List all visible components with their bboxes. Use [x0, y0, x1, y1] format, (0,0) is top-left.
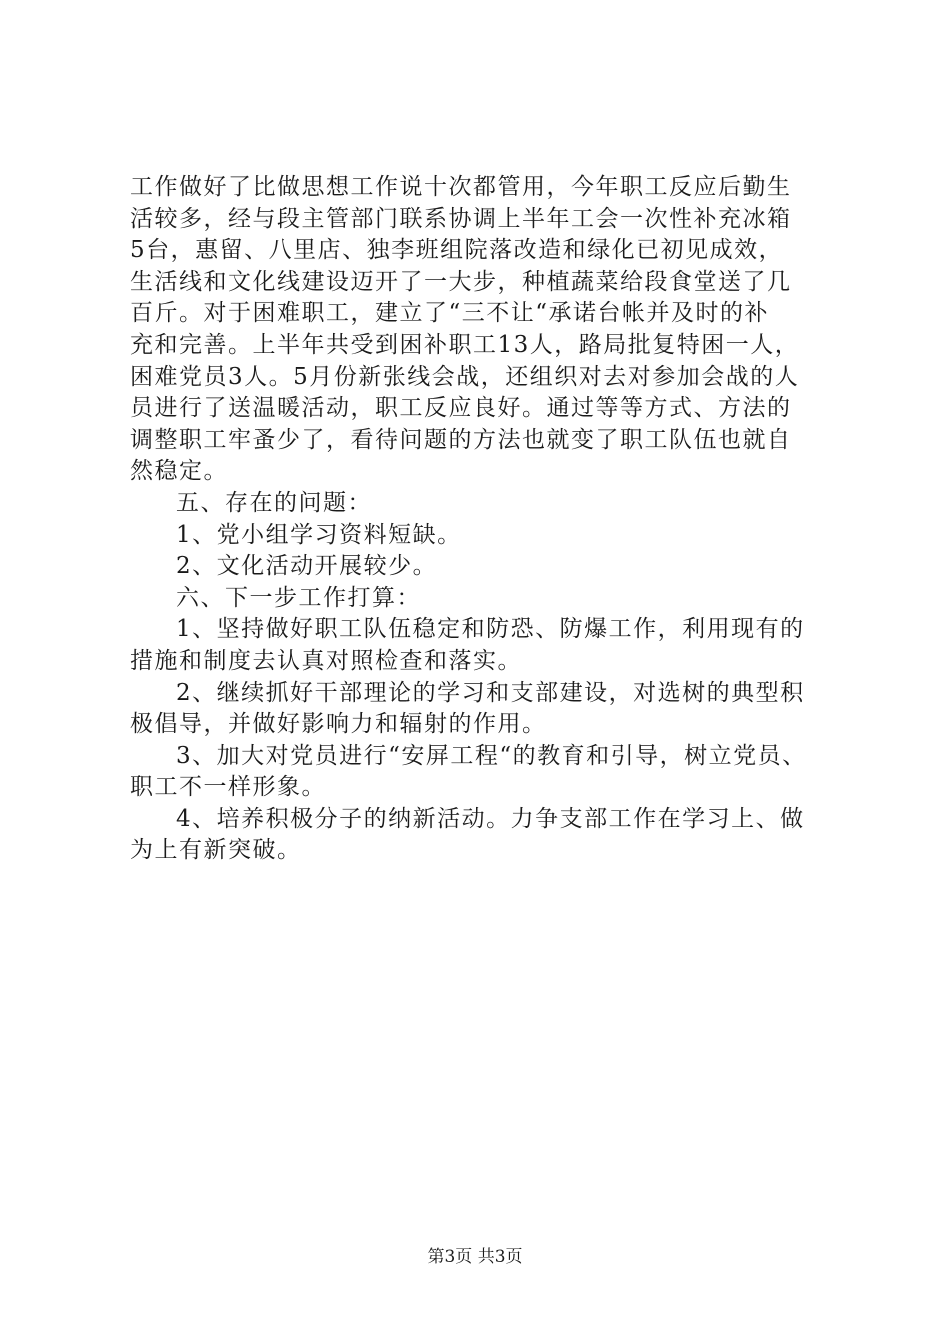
- paragraph-line: 生活线和文化线建设迈开了一大步，种植蔬菜给段食堂送了几: [130, 268, 792, 295]
- list-item: 3、加大对党员进行“安屏工程“的教育和引导，树立党员、: [176, 742, 807, 769]
- list-item: 1、坚持做好职工队伍稳定和防恐、防爆工作，利用现有的: [176, 616, 805, 643]
- paragraph-line: 调整职工牢蚤少了，看待问题的方法也就变了职工队伍也就自: [130, 426, 792, 453]
- list-item-continuation: 极倡导，并做好影响力和辐射的作用。: [130, 711, 547, 738]
- paragraph-line: 活较多，经与段主管部门联系协调上半年工会一次性补充冰箱: [130, 205, 792, 232]
- paragraph-line: 5台，惠留、八里店、独李班组院落改造和绿化已初见成效，: [130, 237, 784, 264]
- page-number-footer: 第3页 共3页: [427, 1247, 523, 1267]
- paragraph-line: 百斤。对于困难职工，建立了“三不让“承诺台帐并及时的补: [130, 300, 770, 327]
- list-item-continuation: 为上有新突破。: [130, 837, 302, 864]
- document-body: [130, 172, 840, 867]
- paragraph-line: 充和完善。上半年共受到困补职工13人，路局批复特困一人，: [130, 331, 800, 358]
- list-item: 4、培养积极分子的纳新活动。力争支部工作在学习上、做: [176, 805, 805, 832]
- section-heading: 五、存在的问题：: [176, 489, 372, 516]
- list-item: 1、党小组学习资料短缺。: [176, 521, 462, 548]
- paragraph-line: 员进行了送温暖活动，职工反应良好。通过等等方式、方法的: [130, 395, 792, 422]
- section-heading: 六、下一步工作打算：: [176, 584, 421, 611]
- list-item-continuation: 职工不一样形象。: [130, 774, 326, 801]
- list-item-continuation: 措施和制度去认真对照检查和落实。: [130, 647, 522, 674]
- paragraph-line: 困难党员3人。5月份新张线会战，还组织对去对参加会战的人: [130, 363, 800, 390]
- list-item: 2、继续抓好干部理论的学习和支部建设，对选树的典型积: [176, 679, 805, 706]
- paragraph-line: 工作做好了比做思想工作说十次都管用，今年职工反应后勤生: [130, 174, 792, 200]
- list-item: 2、文化活动开展较少。: [176, 553, 438, 580]
- paragraph-line: 然稳定。: [130, 458, 228, 485]
